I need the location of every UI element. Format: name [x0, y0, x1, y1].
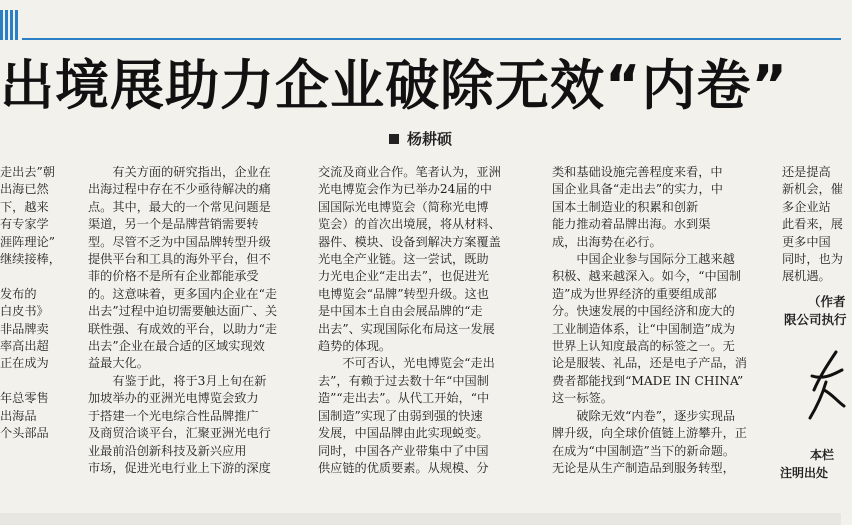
article-line: 光电博览会作为已举办24届的中 [318, 182, 492, 197]
article-line: 出海已然 [0, 182, 49, 197]
article-line: 中国企业参与国际分工越来越 [552, 252, 735, 267]
article-line: 有专家学 [0, 217, 49, 232]
article-line: 继续接棒， [0, 252, 61, 267]
article-line: 业最前沿创新科技及新兴应用 [88, 443, 247, 458]
byline [0, 128, 841, 149]
article-line: 同时，也为 [782, 252, 843, 267]
article-line: 出海过程中存在不少亟待解决的痛 [88, 182, 271, 197]
article-line: 供应链的优质要素。从规模、分 [318, 460, 489, 475]
article-line: 有关方面的研究指出，企业在 [88, 165, 271, 179]
article-line: 是中国本土自由会展品牌的“走 [318, 304, 483, 319]
article-line: 造”成为世界经济的重要组成部 [552, 286, 717, 301]
article-line: 市场，促进光电行业上下游的深度 [88, 460, 271, 475]
article-line: 菲的价格不是所有企业都能承受 [88, 269, 259, 284]
article-line: 多企业站 [782, 199, 831, 214]
article-line: 世界上认知度最高的标签之一。无 [552, 339, 735, 354]
article-line: 积极、越来越深入。如今，“中国制 [552, 269, 742, 284]
header-rule [22, 38, 841, 40]
article-line: 非品牌卖 [0, 321, 49, 336]
article-line: 国企业具备“走出去”的实力，中 [552, 182, 723, 197]
article-line: 力光电企业“走出去”，也促进光 [318, 269, 489, 284]
article-line: 论是服装、礼品，还是电子产品，消 [552, 356, 747, 371]
article-line: 加坡举办的亚洲光电博览会致力 [88, 391, 259, 406]
article-line: 于搭建一个光电综合性品牌推广 [88, 408, 259, 423]
article-line: 涯阵理论” [0, 234, 55, 249]
article-line: 在成为“中国制造”当下的新命题。 [552, 443, 736, 458]
footer-line-2: 注明出处 [780, 466, 829, 480]
headline: 出境展助力企业破除无效“内卷” [0, 54, 788, 117]
article-line: 这一标签。 [552, 391, 613, 406]
author-note-line-1: （作者 [808, 294, 846, 309]
article-line: 去”，有赖于过去数十年“中国制 [318, 373, 489, 388]
article-column-3 [318, 164, 528, 477]
article-line: 费者都能找到“MADE IN CHINA” [552, 373, 744, 388]
article-line: 走出去”朝 [0, 165, 55, 179]
article-line: 率高出超 [0, 339, 49, 354]
column-decoration-bars [0, 10, 20, 40]
footer-line-1: 本栏 [810, 448, 835, 462]
article-line: 出去”、实现国际化布局这一发展 [318, 321, 495, 336]
article-line: 破除无效“内卷”，逐步实现品 [552, 408, 736, 423]
article-line: 国国际光电博览会（简称光电博 [318, 199, 489, 214]
article-line: 工业制造体系，让“中国制造”成为 [552, 321, 736, 336]
article-line: 的。这意味着，更多国内企业在“走 [88, 286, 278, 301]
article-line: 同时，中国各产业带集中了中国 [318, 443, 489, 458]
article-line: 发布的 [0, 286, 37, 301]
article-line: 年总零售 [0, 391, 49, 406]
article-line: 发展，中国品牌由此实现蜕变。 [318, 426, 489, 441]
article-line: 提供平台和工具的海外平台，但不 [88, 252, 271, 267]
article-line: 器件、模块、设备到解决方案覆盖 [318, 234, 501, 249]
article-line: 下，越来 [0, 199, 49, 214]
article-line: 还是提高 [782, 165, 831, 179]
article-line: 览会）的首次出境展，将从材料、 [318, 217, 501, 232]
handwritten-signature [806, 346, 846, 426]
article-line: 联性强、有成效的平台，以助力“走 [88, 321, 278, 336]
article-line: 更多中国 [782, 234, 831, 249]
article-line: 点。其中，最大的一个常见问题是 [88, 199, 271, 214]
article-line: 白皮书》 [0, 304, 49, 319]
article-line: 趋势的体现。 [318, 339, 392, 354]
article-line: 此看来，展 [782, 217, 843, 232]
article-line: 光电全产业链。这一尝试，既助 [318, 252, 489, 267]
article-line: 益最大化。 [88, 356, 149, 371]
article-column-1 [0, 164, 92, 443]
article-line: 有鉴于此，将于3月上旬在新 [88, 373, 267, 388]
article-line: 牌升级，向全球价值链上游攀升，正 [552, 426, 747, 441]
article-line: 国制造”实现了由弱到强的快速 [318, 408, 483, 423]
article-line: 不可否认，光电博览会“走出 [318, 356, 495, 371]
article-line [0, 268, 92, 285]
article-column-4 [552, 164, 762, 477]
article-line: 国本土制造业的积累和创新 [552, 199, 699, 214]
article-line: 无论是从生产制造品到服务转型， [552, 460, 735, 475]
article-line: 型。尽管不乏为中国品牌转型升级 [88, 234, 271, 249]
author-note-line-2: 限公司执行 [784, 312, 847, 327]
article-line: 电博览会“品牌”转型升级。这也 [318, 286, 489, 301]
page-bottom-strip [0, 513, 841, 525]
article-column-5 [782, 164, 852, 286]
article-line: 渠道，另一个是品牌营销需要转 [88, 217, 259, 232]
author-name: 杨耕硕 [406, 130, 452, 148]
article-line: 成，出海势在必行。 [552, 234, 662, 249]
article-line: 交流及商业合作。笔者认为，亚洲 [318, 165, 501, 179]
article-line: 出海品 [0, 408, 37, 423]
article-column-2 [88, 164, 292, 477]
article-line: 个头部品 [0, 426, 49, 441]
square-bullet-icon [389, 134, 399, 144]
article-line: 出去”企业在最合适的区域实现效 [88, 339, 265, 354]
article-line: 及商贸洽谈平台，汇聚亚洲光电行 [88, 426, 271, 441]
article-line: 造”“走出去”。从代工开始，“中 [318, 391, 490, 406]
article-line: 新机会，催 [782, 182, 843, 197]
article-line [0, 373, 92, 390]
article-line: 类和基础设施完善程度来看，中 [552, 165, 723, 179]
article-line: 能力推动着品牌出海。水到渠 [552, 217, 711, 232]
article-line: 正在成为 [0, 356, 49, 371]
article-line: 出去”过程中迫切需要触达面广、关 [88, 304, 278, 319]
article-line: 分。快速发展的中国经济和庞大的 [552, 304, 735, 319]
article-line: 展机遇。 [782, 269, 831, 284]
